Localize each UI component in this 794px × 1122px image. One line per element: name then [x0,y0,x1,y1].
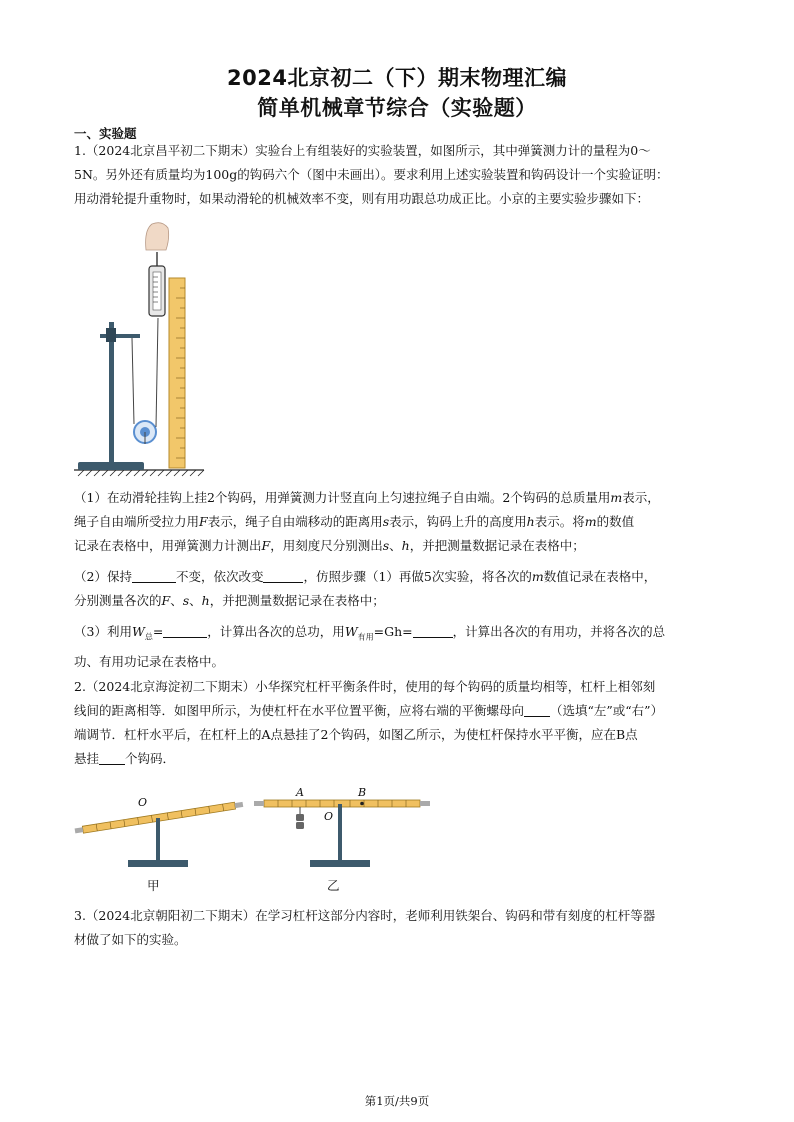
answer-blank[interactable] [413,623,453,638]
answer-blank[interactable] [163,623,207,638]
pulley-apparatus-figure [72,222,207,478]
q1-intro [74,139,722,211]
page-footer: 第1页/共9页 [364,1094,430,1108]
pivot-label-o: O [138,796,148,809]
caption-jia: 甲 [147,878,160,893]
caption-yi: 乙 [327,878,340,893]
lever-figure-yi [252,784,432,872]
q1-step-2: （2）保持 不变，依次改变 ，仿照步骤（1）再做5次实验，将各次的m数值记录在表格中， 分别测量各次的F、s、h，并把测量数据记录在表格中； [74,569,657,608]
answer-blank[interactable] [524,702,550,717]
q1-intro-line-1: 1.（2024北京昌平初二下期末）实验台上有组装好的实验装置，如图所示，其中弹簧测力计的量程为0～ [74,143,651,158]
point-label-a: A [296,786,304,799]
lever-figure-jia [72,784,247,872]
answer-blank[interactable] [263,568,303,583]
q1-step-3: （3）利用$W_总=$ ，计算出各次的总功，用$W_{有用}=Gh=$ ，计算出各次的有用功，并将各次的总 功、有用功记录在表格中。 [74,624,666,669]
title-line-1: 2024北京初二（下）期末物理汇编 [227,66,567,90]
q1-intro-line-2: 5N。另外还有质量均为100g的钩码六个（图中未画出）。要求利用上述实验装置和钩码设计一个实验证明： [74,167,669,182]
q3-text: 3.（2024北京朝阳初二下期末）在学习杠杆这部分内容时，老师利用铁架台、钩码和带有刻度的杠杆等器 材做了如下的实验。 [74,908,656,947]
q1-intro-line-3: 用动滑轮提升重物时，如果动滑轮的机械效率不变，则有用功跟总功成正比。小京的主要实验步骤如下： [74,191,650,206]
title-line-2: 简单机械章节综合（实验题） [257,96,537,120]
answer-blank[interactable] [99,750,125,765]
section-heading: 一、实验题 [74,126,137,141]
answer-blank[interactable] [132,568,176,583]
point-label-b: B [358,786,367,799]
q1-step-1: （1）在动滑轮挂钩上挂2个钩码，用弹簧测力计竖直向上匀速拉绳子自由端。2个钩码的总质量用m表示， 绳子自由端所受拉力用F表示，绳子自由端移动的距离用s表示，钩码上升的高度用h表示。将m的数值 记录在表格中，用弹簧测力计测出F，用刻度尺分别测出s、h，并把测量数据记录在表格中； [74,490,660,553]
pivot-label-o: O [324,810,334,823]
q2-text: 2.（2024北京海淀初二下期末）小华探究杠杆平衡条件时，使用的每个钩码的质量均相等，杠杆上相邻刻 线间的距离相等．如图甲所示，为使杠杆在水平位置平衡，应将右端的平衡螺母向 （选填“左”或“右”） 端调节．杠杆水平后，在杠杆上的A点悬挂了2个钩码，如图乙所示，为使杠杆保持水平平衡，应在B点 悬挂 个钩码． [74,679,664,766]
